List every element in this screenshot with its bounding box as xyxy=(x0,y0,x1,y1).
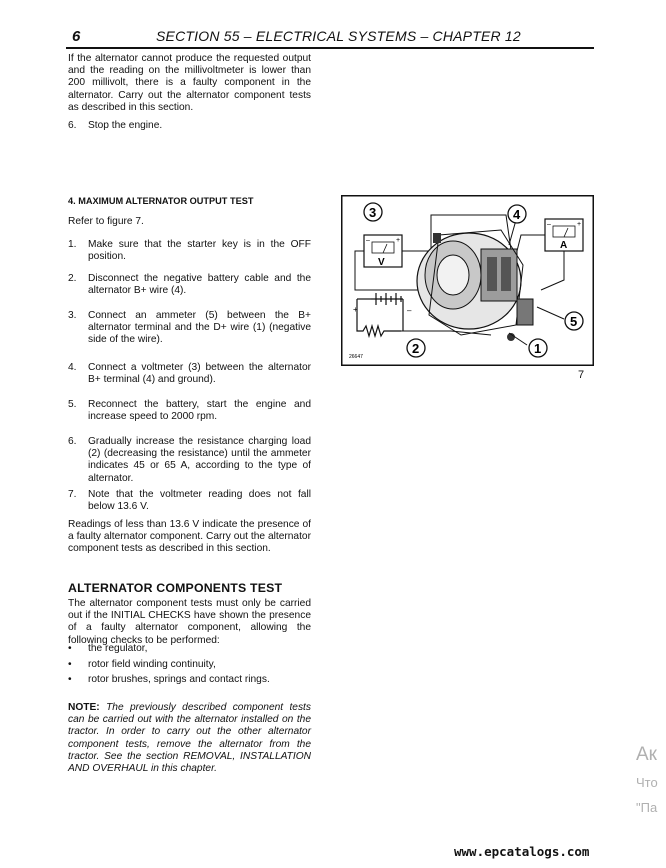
svg-text:5: 5 xyxy=(570,314,578,329)
step-number: 7. xyxy=(68,489,77,500)
svg-text:4: 4 xyxy=(513,207,521,222)
watermark-line-2: Что xyxy=(636,775,658,790)
ammeter-icon xyxy=(545,219,583,251)
voltmeter-letter: V xyxy=(378,257,385,268)
step-text: Make sure that the starter key is in the OFF position. xyxy=(88,239,311,263)
step-text: Connect an ammeter (5) between the B+ alternator terminal and the D+ wire (1) (negative side of the wire). xyxy=(88,310,311,346)
refer-figure: Refer to figure 7. xyxy=(68,216,144,227)
bullet-text: the regulator, xyxy=(88,643,148,654)
step-text: Note that the voltmeter reading does not fall below 13.6 V. xyxy=(88,489,311,513)
step-number: 6. xyxy=(68,436,77,447)
step-text: Stop the engine. xyxy=(88,120,163,131)
svg-text:+: + xyxy=(577,221,582,228)
intro-paragraph: If the alternator cannot produce the requested output and the reading on the millivoltmeter is lower than 200 millivolt, there is a faulty component in the alternator. Carry out the alternator component tests as described in this section. xyxy=(68,53,311,113)
callout-2 xyxy=(407,339,425,357)
step-text: Connect a voltmeter (3) between the alternator B+ terminal (4) and ground). xyxy=(88,362,311,386)
components-intro: The alternator component tests must only be carried out if the INITIAL CHECKS have shown the presence of a faulty alternator component, allowing the following checks to be performed: xyxy=(68,598,311,646)
page-header xyxy=(66,28,594,48)
svg-text:–: – xyxy=(407,306,412,315)
figure-code: 26647 xyxy=(349,354,363,360)
step-text: Gradually increase the resistance charging load (2) (decreasing the resistance) until the ammeter indicates 45 or 65 A, according to the type of alternator. xyxy=(88,436,311,484)
voltmeter-icon xyxy=(364,235,402,268)
bullet-text: rotor brushes, springs and contact rings. xyxy=(88,674,270,685)
website-link[interactable]: www.epcatalogs.com xyxy=(454,844,590,859)
svg-text:–: – xyxy=(366,237,370,244)
step-number: 2. xyxy=(68,273,77,284)
svg-text:–: – xyxy=(547,221,551,228)
step-number: 5. xyxy=(68,399,77,410)
page-number: 6 xyxy=(72,28,81,45)
step-text: Reconnect the battery, start the engine and increase speed to 2000 rpm. xyxy=(88,399,311,423)
watermark-line-3: "Па xyxy=(636,800,658,815)
step-number: 1. xyxy=(68,239,77,250)
components-test-heading: ALTERNATOR COMPONENTS TEST xyxy=(68,581,283,595)
step-number: 6. xyxy=(68,120,77,131)
svg-text:2: 2 xyxy=(412,341,420,356)
alternator-test-figure xyxy=(341,195,594,366)
svg-text:3: 3 xyxy=(369,205,377,220)
callout-3 xyxy=(364,203,382,221)
step-number: 4. xyxy=(68,362,77,373)
header-title: SECTION 55 – ELECTRICAL SYSTEMS – CHAPTER 12 xyxy=(156,28,521,44)
header-rule xyxy=(66,47,594,49)
svg-text:+: + xyxy=(396,237,401,244)
note-paragraph xyxy=(68,702,311,775)
watermark-line-1: Ак xyxy=(636,744,657,765)
note-text: The previously described component tests can be carried out with the alternator installed on the tractor. In order to carry out the other alternator component tests, remove the alternator from the tractor. See the section REMOVAL, INSTALLATION AND OVERHAUL in this chapter. xyxy=(68,702,311,775)
svg-text:1: 1 xyxy=(534,341,542,356)
max-output-test-heading: 4. MAXIMUM ALTERNATOR OUTPUT TEST xyxy=(68,196,254,206)
note-label: NOTE: xyxy=(68,702,100,713)
ammeter-letter: A xyxy=(560,240,568,251)
figure-number: 7 xyxy=(578,369,585,381)
readings-paragraph: Readings of less than 13.6 V indicate the presence of a faulty alternator component. Carry out the alternator component tests as described in this section. xyxy=(68,519,311,555)
bullet-text: rotor field winding continuity, xyxy=(88,659,216,670)
step-number: 3. xyxy=(68,310,77,321)
step-text: Disconnect the negative battery cable and the alternator B+ wire (4). xyxy=(88,273,311,297)
svg-text:+: + xyxy=(353,305,358,314)
